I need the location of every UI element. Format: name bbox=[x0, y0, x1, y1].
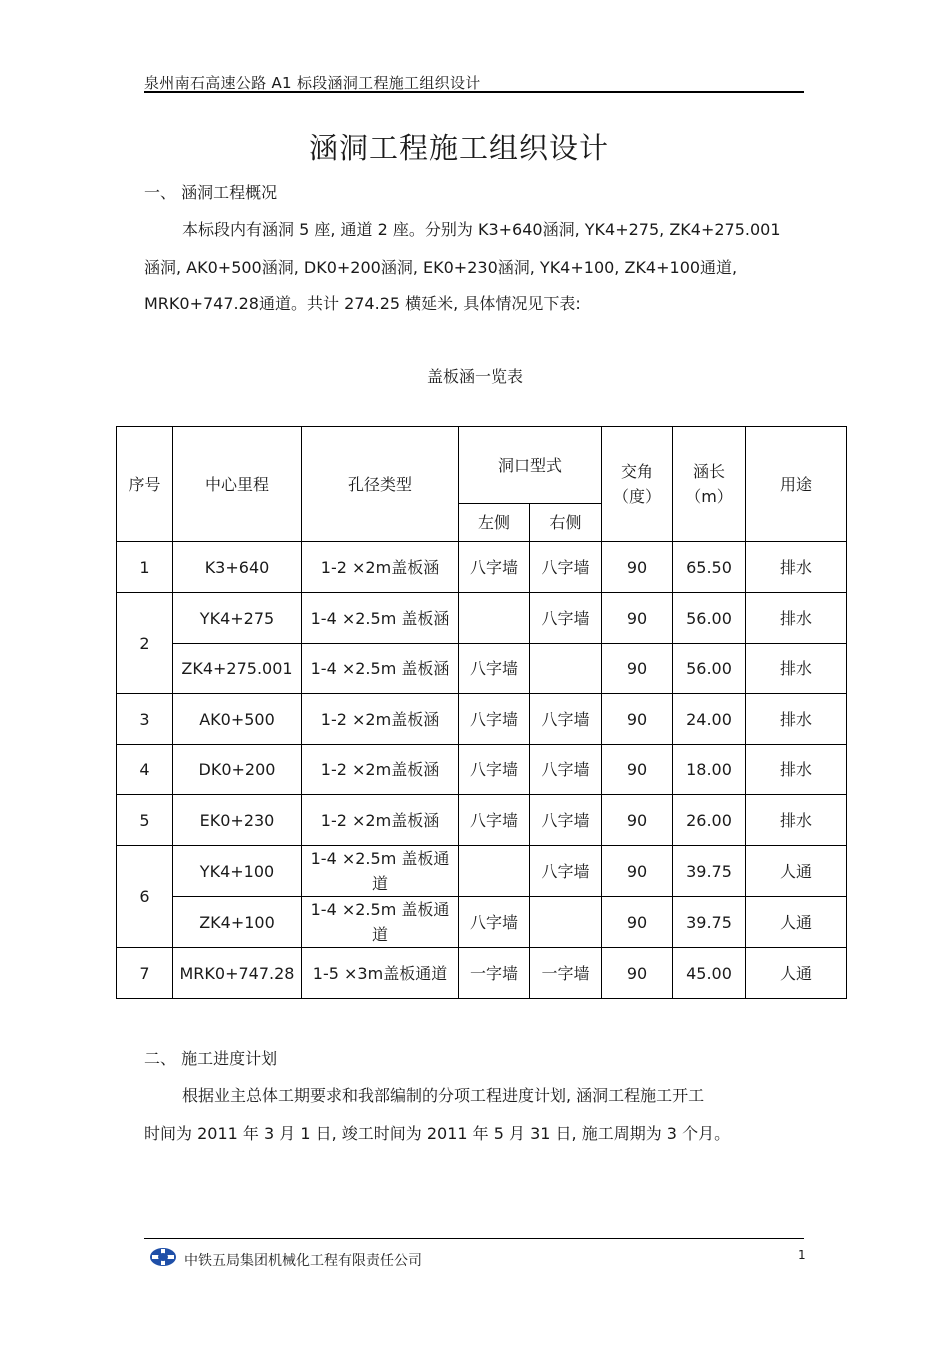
section-2-line-1: 根据业主总体工期要求和我部编制的分项工程进度计划, 涵洞工程施工开工 bbox=[182, 1086, 705, 1105]
header-rule bbox=[144, 91, 804, 93]
cell-angle: 90 bbox=[602, 745, 673, 795]
cell-length: 39.75 bbox=[673, 846, 746, 897]
cell-seq: 3 bbox=[117, 694, 173, 745]
document-title: 涵洞工程施工组织设计 bbox=[308, 131, 609, 165]
header-portal: 洞口型式 bbox=[459, 427, 602, 504]
header-seq: 序号 bbox=[117, 427, 173, 542]
cell-right: 八字墙 bbox=[530, 846, 602, 897]
cell-station: MRK0+747.28 bbox=[173, 948, 302, 999]
cell-station: EK0+230 bbox=[173, 795, 302, 846]
cell-right bbox=[530, 644, 602, 694]
header-right: 右侧 bbox=[530, 504, 602, 542]
cell-seq: 5 bbox=[117, 795, 173, 846]
cell-right bbox=[530, 897, 602, 948]
header-left: 左侧 bbox=[459, 504, 530, 542]
header-type: 孔径类型 bbox=[302, 427, 459, 542]
cell-type: 1-4 ×2.5m 盖板通道 bbox=[302, 846, 459, 897]
cell-station: YK4+100 bbox=[173, 846, 302, 897]
cell-use: 排水 bbox=[746, 795, 847, 846]
table-row bbox=[117, 593, 847, 644]
cell-seq: 4 bbox=[117, 745, 173, 795]
cell-type: 1-4 ×2.5m 盖板通道 bbox=[302, 897, 459, 948]
cell-station: ZK4+100 bbox=[173, 897, 302, 948]
section-1-line-3: MRK0+747.28通道。共计 274.25 横延米, 具体情况见下表: bbox=[144, 294, 581, 313]
table-row bbox=[117, 795, 847, 846]
cell-use: 人通 bbox=[746, 897, 847, 948]
cell-seq: 1 bbox=[117, 542, 173, 593]
cell-type: 1-4 ×2.5m 盖板涵 bbox=[302, 644, 459, 694]
cell-angle: 90 bbox=[602, 897, 673, 948]
cell-right: 八字墙 bbox=[530, 542, 602, 593]
section-2-heading: 二、 施工进度计划 bbox=[144, 1049, 278, 1068]
cell-use: 排水 bbox=[746, 644, 847, 694]
table-caption: 盖板涵一览表 bbox=[426, 367, 523, 386]
cell-angle: 90 bbox=[602, 593, 673, 644]
cell-station: AK0+500 bbox=[173, 694, 302, 745]
cell-type: 1-5 ×3m盖板通道 bbox=[302, 948, 459, 999]
section-1-line-2: 涵洞, AK0+500涵洞, DK0+200涵洞, EK0+230涵洞, YK4+100, ZK4+100通道, bbox=[144, 258, 738, 277]
cell-right: 八字墙 bbox=[530, 795, 602, 846]
cell-use: 排水 bbox=[746, 593, 847, 644]
cell-left: 八字墙 bbox=[459, 644, 530, 694]
cell-use: 人通 bbox=[746, 846, 847, 897]
table-row bbox=[117, 948, 847, 999]
cell-seq: 7 bbox=[117, 948, 173, 999]
cell-left: 八字墙 bbox=[459, 542, 530, 593]
table-row bbox=[117, 644, 847, 694]
header-use: 用途 bbox=[746, 427, 847, 542]
cell-angle: 90 bbox=[602, 542, 673, 593]
cell-station: K3+640 bbox=[173, 542, 302, 593]
cell-left: 八字墙 bbox=[459, 897, 530, 948]
header-length: 涵长（m） bbox=[673, 427, 746, 542]
cell-station: YK4+275 bbox=[173, 593, 302, 644]
cell-angle: 90 bbox=[602, 694, 673, 745]
culvert-table bbox=[116, 426, 847, 999]
header-angle: 交角（度） bbox=[602, 427, 673, 542]
cell-left: 八字墙 bbox=[459, 745, 530, 795]
cell-angle: 90 bbox=[602, 948, 673, 999]
table-header-row bbox=[117, 427, 847, 504]
footer-rule bbox=[144, 1238, 804, 1239]
table-row bbox=[117, 897, 847, 948]
company-logo-icon bbox=[148, 1246, 178, 1268]
cell-station: ZK4+275.001 bbox=[173, 644, 302, 694]
table-row bbox=[117, 846, 847, 897]
cell-length: 65.50 bbox=[673, 542, 746, 593]
cell-length: 45.00 bbox=[673, 948, 746, 999]
cell-length: 39.75 bbox=[673, 897, 746, 948]
cell-use: 人通 bbox=[746, 948, 847, 999]
cell-angle: 90 bbox=[602, 795, 673, 846]
cell-length: 56.00 bbox=[673, 593, 746, 644]
table-row bbox=[117, 745, 847, 795]
cell-left: 一字墙 bbox=[459, 948, 530, 999]
cell-type: 1-2 ×2m盖板涵 bbox=[302, 694, 459, 745]
cell-right: 八字墙 bbox=[530, 593, 602, 644]
table-row bbox=[117, 694, 847, 745]
section-1-line-1: 本标段内有涵洞 5 座, 通道 2 座。分别为 K3+640涵洞, YK4+275, ZK4+275.001 bbox=[182, 220, 781, 239]
cell-length: 26.00 bbox=[673, 795, 746, 846]
cell-angle: 90 bbox=[602, 846, 673, 897]
cell-right: 八字墙 bbox=[530, 745, 602, 795]
cell-length: 56.00 bbox=[673, 644, 746, 694]
cell-seq: 2 bbox=[117, 593, 173, 694]
cell-right: 八字墙 bbox=[530, 694, 602, 745]
cell-length: 18.00 bbox=[673, 745, 746, 795]
cell-length: 24.00 bbox=[673, 694, 746, 745]
cell-angle: 90 bbox=[602, 644, 673, 694]
section-2-line-2: 时间为 2011 年 3 月 1 日, 竣工时间为 2011 年 5 月 31 日, 施工周期为 3 个月。 bbox=[144, 1124, 731, 1143]
cell-station: DK0+200 bbox=[173, 745, 302, 795]
cell-left bbox=[459, 593, 530, 644]
cell-left: 八字墙 bbox=[459, 795, 530, 846]
cell-type: 1-2 ×2m盖板涵 bbox=[302, 795, 459, 846]
cell-use: 排水 bbox=[746, 542, 847, 593]
footer-company: 中铁五局集团机械化工程有限责任公司 bbox=[184, 1253, 422, 1269]
section-1-heading: 一、 涵洞工程概况 bbox=[144, 183, 278, 202]
cell-type: 1-2 ×2m盖板涵 bbox=[302, 542, 459, 593]
page-number: 1 bbox=[798, 1248, 806, 1262]
cell-use: 排水 bbox=[746, 694, 847, 745]
cell-use: 排水 bbox=[746, 745, 847, 795]
header-station: 中心里程 bbox=[173, 427, 302, 542]
running-header: 泉州南石高速公路 A1 标段涵洞工程施工组织设计 bbox=[144, 74, 481, 92]
table-row bbox=[117, 542, 847, 593]
cell-left: 八字墙 bbox=[459, 694, 530, 745]
cell-type: 1-4 ×2.5m 盖板涵 bbox=[302, 593, 459, 644]
cell-left bbox=[459, 846, 530, 897]
cell-right: 一字墙 bbox=[530, 948, 602, 999]
cell-seq: 6 bbox=[117, 846, 173, 948]
cell-type: 1-2 ×2m盖板涵 bbox=[302, 745, 459, 795]
